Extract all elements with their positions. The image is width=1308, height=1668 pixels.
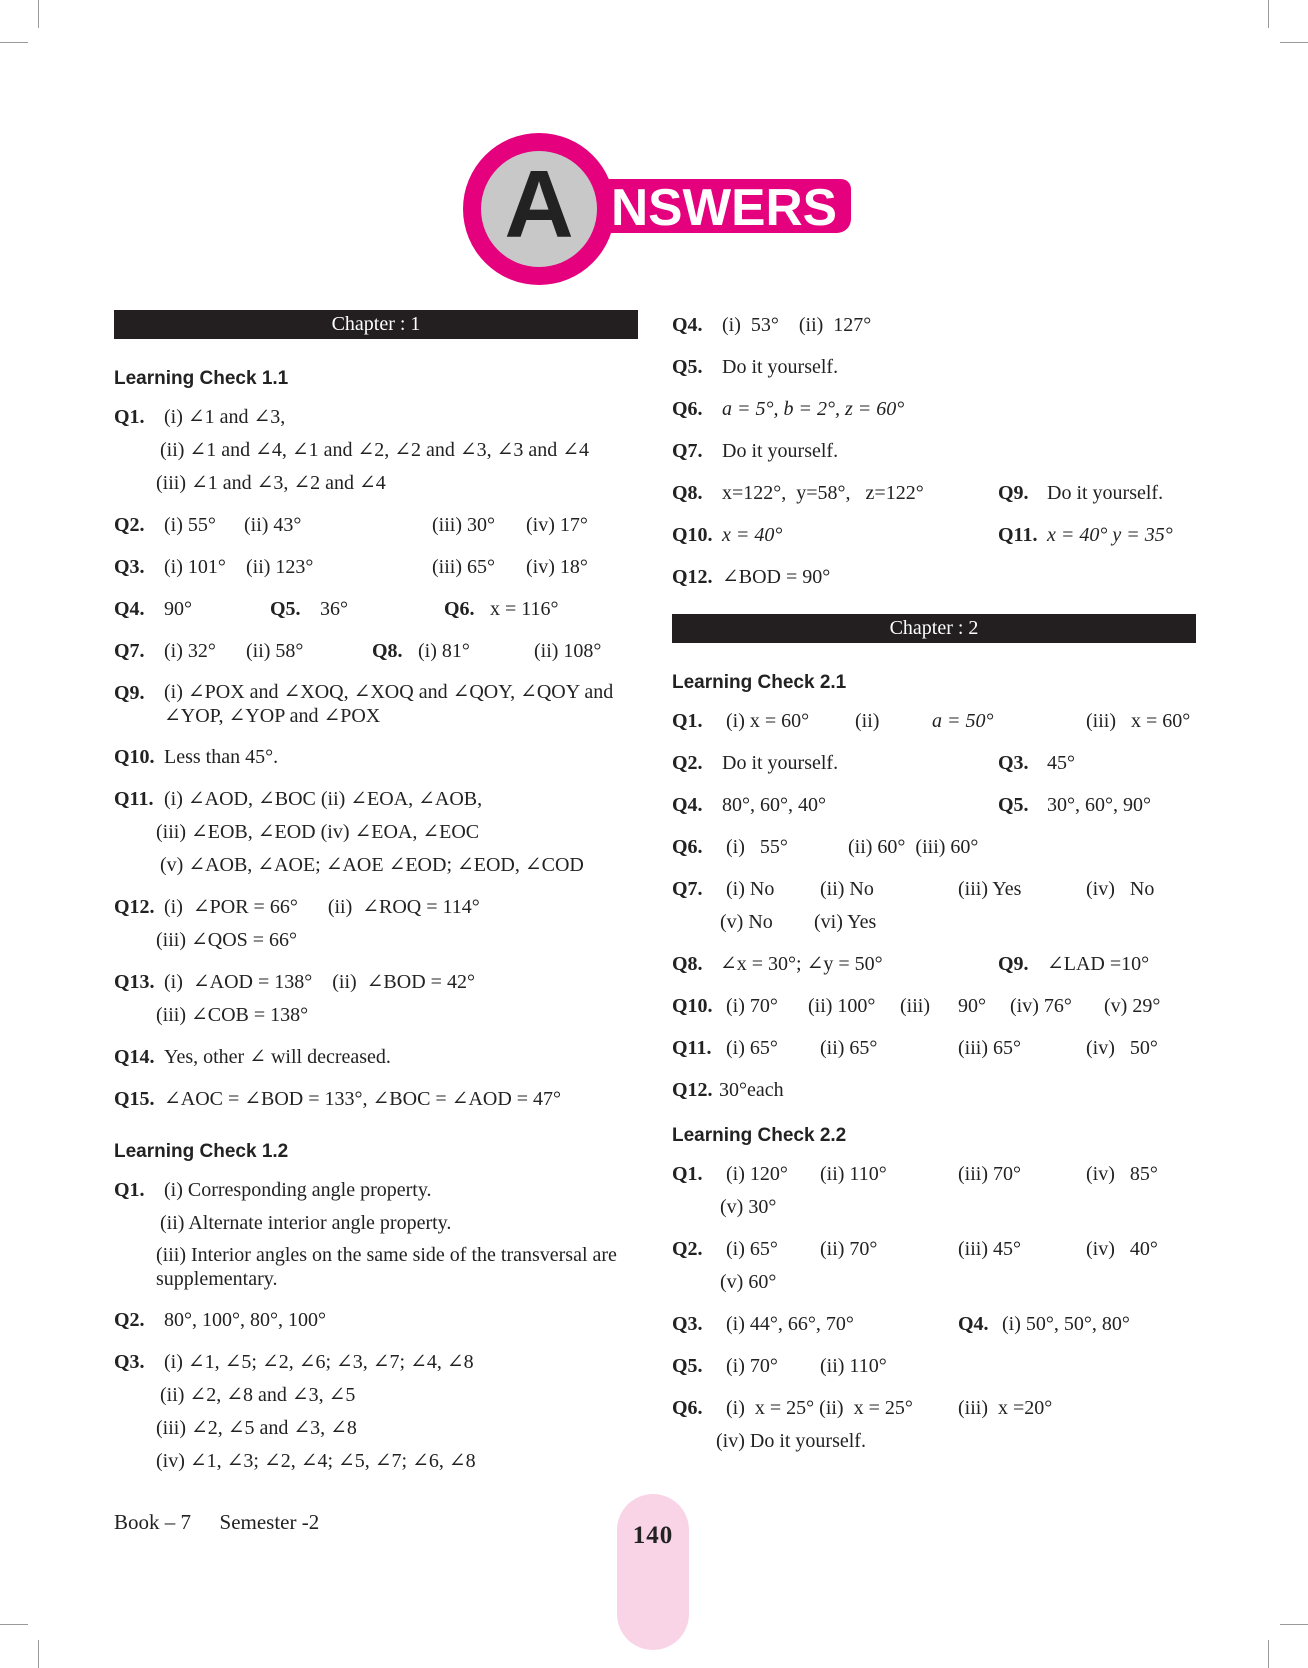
question-number: Q1. bbox=[114, 1179, 145, 1201]
question-number: Q1. bbox=[672, 710, 703, 732]
answer-text: ∠AOC = ∠BOD = 133°, ∠BOC = ∠AOD = 47° bbox=[164, 1088, 562, 1110]
answer-item bbox=[114, 1349, 638, 1474]
answer-part: (i) 70° bbox=[726, 1355, 778, 1377]
right-column bbox=[672, 312, 1196, 1470]
answer-line: (i) ∠1 and ∠3, bbox=[164, 406, 286, 428]
answer-item bbox=[672, 354, 1196, 380]
answer-line: (ii) ∠1 and ∠4, ∠1 and ∠2, ∠2 and ∠3, ∠3 and ∠4 bbox=[160, 439, 590, 461]
answer-item bbox=[672, 1395, 1196, 1454]
question-number: Q10. bbox=[672, 524, 713, 546]
question-number: Q3. bbox=[672, 1313, 703, 1335]
answer-part: (iv) 17° bbox=[526, 514, 588, 536]
answer-text: a = 5°, b = 2°, z = 60° bbox=[722, 398, 905, 420]
answer-part: (i) 101° bbox=[164, 556, 226, 578]
crop-mark bbox=[1268, 1640, 1269, 1668]
answer-part: (i) 81° bbox=[418, 640, 470, 662]
answer-part: (i) 55° bbox=[726, 836, 788, 858]
answer-item bbox=[672, 312, 1196, 338]
answer-part: 80°, 60°, 40° bbox=[722, 794, 826, 816]
answer-part: 45° bbox=[1047, 752, 1075, 774]
answer-part: (iii) x = 60° bbox=[1086, 710, 1191, 732]
question-number: Q2. bbox=[114, 1309, 145, 1331]
question-number: Q1. bbox=[672, 1163, 703, 1185]
learning-check-2-1-heading: Learning Check 2.1 bbox=[672, 672, 847, 693]
answer-part: 90° bbox=[958, 995, 986, 1017]
question-number: Q6. bbox=[444, 598, 475, 620]
answer-item bbox=[672, 1311, 1196, 1337]
answer-part: (iii) 30° bbox=[432, 514, 495, 536]
answer-item bbox=[114, 1307, 638, 1333]
answer-item bbox=[672, 1236, 1196, 1295]
answer-part: (v) No bbox=[720, 911, 773, 933]
answer-item bbox=[114, 596, 638, 622]
crop-mark bbox=[1268, 0, 1269, 28]
answer-part: (ii) 108° bbox=[534, 640, 602, 662]
answer-item bbox=[672, 1161, 1196, 1220]
book-label: Book – 7 bbox=[114, 1510, 192, 1534]
answer-item bbox=[672, 708, 1196, 734]
question-number: Q6. bbox=[672, 836, 703, 858]
answer-line: (i) ∠POR = 66° (ii) ∠ROQ = 114° bbox=[164, 896, 480, 918]
question-number: Q7. bbox=[672, 440, 703, 462]
learning-check-1-1-heading: Learning Check 1.1 bbox=[114, 368, 289, 389]
answer-item bbox=[672, 993, 1196, 1019]
answer-line: (v) ∠AOB, ∠AOE; ∠AOE ∠EOD; ∠EOD, ∠COD bbox=[160, 854, 584, 876]
answer-part: (iv) 85° bbox=[1086, 1163, 1158, 1185]
answer-part: (iv) 40° bbox=[1086, 1238, 1158, 1260]
question-number: Q6. bbox=[672, 1397, 703, 1419]
answer-part: x = 40° y = 35° bbox=[1047, 524, 1173, 546]
left-column bbox=[114, 310, 638, 1490]
question-number: Q9. bbox=[114, 682, 145, 704]
answer-item bbox=[114, 554, 638, 580]
answer-item bbox=[114, 894, 638, 953]
question-number: Q7. bbox=[672, 878, 703, 900]
question-number: Q12. bbox=[672, 566, 713, 588]
answer-part: (i) No bbox=[726, 878, 775, 900]
answer-part: (ii) 58° bbox=[246, 640, 304, 662]
question-number: Q8. bbox=[672, 953, 703, 975]
question-number: Q11. bbox=[114, 788, 154, 810]
answer-part: Do it yourself. bbox=[722, 752, 839, 774]
answer-item bbox=[672, 564, 1196, 590]
answer-line: (i) ∠1, ∠5; ∠2, ∠6; ∠3, ∠7; ∠4, ∠8 bbox=[164, 1351, 474, 1373]
answer-part: (vi) Yes bbox=[814, 911, 877, 933]
answer-part: (ii) 60° (iii) 60° bbox=[848, 836, 979, 858]
answer-part: 36° bbox=[320, 598, 348, 620]
crop-mark bbox=[38, 1640, 39, 1668]
answer-item bbox=[114, 744, 638, 770]
semester-label: Semester -2 bbox=[219, 1510, 320, 1534]
answer-part: (ii) No bbox=[820, 878, 874, 900]
question-number: Q14. bbox=[114, 1046, 155, 1068]
answer-line: (iii) ∠COB = 138° bbox=[156, 1004, 309, 1026]
answer-line: (i) ∠AOD = 138° (ii) ∠BOD = 42° bbox=[164, 971, 475, 993]
question-number: Q15. bbox=[114, 1088, 155, 1110]
page-number: 140 bbox=[632, 1522, 674, 1549]
answer-line: (ii) ∠2, ∠8 and ∠3, ∠5 bbox=[160, 1384, 356, 1406]
question-number: Q2. bbox=[672, 1238, 703, 1260]
answer-part: (iii) Yes bbox=[958, 878, 1022, 900]
answer-part: (i) 120° bbox=[726, 1163, 788, 1185]
answer-item bbox=[672, 750, 1196, 776]
answer-part: (i) x = 60° bbox=[726, 710, 810, 732]
answer-part: (i) 44°, 66°, 70° bbox=[726, 1313, 854, 1335]
question-number: Q2. bbox=[114, 514, 145, 536]
answer-item bbox=[672, 792, 1196, 818]
answer-part: (iv) 50° bbox=[1086, 1037, 1158, 1059]
answer-part: (ii) 43° bbox=[244, 514, 302, 536]
answer-line: (ii) Alternate interior angle property. bbox=[160, 1212, 452, 1234]
answer-part: (v) 60° bbox=[720, 1271, 777, 1293]
answer-part: ∠LAD =10° bbox=[1047, 953, 1150, 975]
answer-part: (i) 65° bbox=[726, 1238, 778, 1260]
banner-text: NSWERS bbox=[611, 179, 837, 237]
answer-text: (i) 53° (ii) 127° bbox=[722, 314, 872, 336]
answer-part: (iii) x =20° bbox=[958, 1397, 1053, 1419]
answer-part: (iii) bbox=[900, 995, 930, 1017]
answer-text: Do it yourself. bbox=[722, 356, 839, 378]
question-number: Q4. bbox=[672, 794, 703, 816]
answer-line: (iii) ∠EOB, ∠EOD (iv) ∠EOA, ∠EOC bbox=[156, 821, 480, 843]
crop-mark bbox=[0, 42, 28, 43]
question-number: Q8. bbox=[372, 640, 403, 662]
answer-item bbox=[114, 1086, 638, 1112]
answer-part: (iii) 45° bbox=[958, 1238, 1021, 1260]
crop-mark bbox=[0, 1624, 28, 1625]
question-number: Q3. bbox=[998, 752, 1029, 774]
answer-text: Yes, other ∠ will decreased. bbox=[164, 1046, 391, 1068]
answer-part: (ii) 65° bbox=[820, 1037, 878, 1059]
answer-part: (i) 70° bbox=[726, 995, 778, 1017]
answer-text: (i) ∠POX and ∠XOQ, ∠XOQ and ∠QOY, ∠QOY and ∠YOP, ∠YOP and ∠POX bbox=[164, 681, 614, 727]
answer-part: (iv) 76° bbox=[1010, 995, 1072, 1017]
answer-part: (i) 32° bbox=[164, 640, 216, 662]
answer-item bbox=[672, 396, 1196, 422]
question-number: Q3. bbox=[114, 556, 145, 578]
question-number: Q9. bbox=[998, 953, 1029, 975]
question-number: Q10. bbox=[672, 995, 713, 1017]
answer-line: (i) Corresponding angle property. bbox=[164, 1179, 432, 1201]
learning-check-2-2-heading: Learning Check 2.2 bbox=[672, 1125, 847, 1146]
question-number: Q7. bbox=[114, 640, 145, 662]
answer-item bbox=[672, 1353, 1196, 1379]
crop-mark bbox=[1280, 1624, 1308, 1625]
answer-part: (iii) 70° bbox=[958, 1163, 1021, 1185]
answer-part: (v) 29° bbox=[1104, 995, 1161, 1017]
question-number: Q11. bbox=[672, 1037, 712, 1059]
answer-part: x = 40° bbox=[722, 524, 783, 546]
question-number: Q6. bbox=[672, 398, 703, 420]
question-number: Q5. bbox=[672, 1355, 703, 1377]
answer-item bbox=[672, 834, 1196, 860]
question-number: Q4. bbox=[958, 1313, 989, 1335]
answer-item bbox=[672, 1035, 1196, 1061]
answer-part: (ii) bbox=[855, 710, 880, 732]
answer-part: (i) 55° bbox=[164, 514, 216, 536]
answer-item bbox=[114, 1177, 638, 1291]
answer-part: Do it yourself. bbox=[1047, 482, 1164, 504]
answer-part: (ii) 123° bbox=[246, 556, 314, 578]
crop-mark bbox=[1280, 42, 1308, 43]
answer-line: (iii) ∠QOS = 66° bbox=[156, 929, 298, 951]
answer-part: 30°, 60°, 90° bbox=[1047, 794, 1151, 816]
answer-part: (iii) 65° bbox=[432, 556, 495, 578]
answer-part: (i) 65° bbox=[726, 1037, 778, 1059]
question-number: Q5. bbox=[998, 794, 1029, 816]
answer-part: (v) 30° bbox=[720, 1196, 777, 1218]
answer-item bbox=[114, 1044, 638, 1070]
answer-item bbox=[672, 951, 1196, 977]
answer-part: (i) x = 25° (ii) x = 25° bbox=[726, 1397, 913, 1419]
answer-item bbox=[114, 638, 638, 664]
answer-text: 80°, 100°, 80°, 100° bbox=[164, 1309, 326, 1331]
question-number: Q2. bbox=[672, 752, 703, 774]
question-number: Q12. bbox=[114, 896, 155, 918]
question-number: Q10. bbox=[114, 746, 155, 768]
answer-text: ∠BOD = 90° bbox=[722, 566, 831, 588]
answer-item bbox=[114, 786, 638, 878]
answer-part: a = 50° bbox=[932, 710, 994, 732]
question-number: Q1. bbox=[114, 406, 145, 428]
answer-item bbox=[672, 522, 1196, 548]
answer-part: (ii) 70° bbox=[820, 1238, 878, 1260]
question-number: Q9. bbox=[998, 482, 1029, 504]
chapter-1-header: Chapter : 1 bbox=[114, 310, 638, 339]
crop-mark bbox=[38, 0, 39, 28]
answers-banner bbox=[463, 133, 863, 285]
question-number: Q12. bbox=[672, 1079, 713, 1101]
answer-item bbox=[672, 1077, 1196, 1103]
question-number: Q4. bbox=[672, 314, 703, 336]
answer-line: (iii) Interior angles on the same side of the transversal are supplementary. bbox=[156, 1244, 617, 1290]
answer-part: (ii) 110° bbox=[820, 1355, 887, 1377]
answer-item bbox=[672, 480, 1196, 506]
banner-letter: A bbox=[504, 151, 574, 258]
answer-part: (iv) Do it yourself. bbox=[716, 1430, 866, 1452]
answer-item bbox=[114, 404, 638, 496]
answer-line: (iii) ∠1 and ∠3, ∠2 and ∠4 bbox=[156, 472, 386, 494]
question-number: Q4. bbox=[114, 598, 145, 620]
learning-check-1-2-heading: Learning Check 1.2 bbox=[114, 1141, 289, 1162]
chapter-2-header: Chapter : 2 bbox=[672, 614, 1196, 643]
question-number: Q5. bbox=[672, 356, 703, 378]
answer-part: (iv) No bbox=[1086, 878, 1155, 900]
answer-item bbox=[672, 876, 1196, 935]
question-number: Q13. bbox=[114, 971, 155, 993]
answer-part: (ii) 110° bbox=[820, 1163, 887, 1185]
answer-text: 30°each bbox=[719, 1079, 784, 1101]
answer-item bbox=[672, 438, 1196, 464]
answer-part: x = 116° bbox=[490, 598, 559, 620]
answer-text: Do it yourself. bbox=[722, 440, 839, 462]
answer-line: (iv) ∠1, ∠3; ∠2, ∠4; ∠5, ∠7; ∠6, ∠8 bbox=[156, 1450, 476, 1472]
question-number: Q5. bbox=[270, 598, 301, 620]
answer-part: 90° bbox=[164, 598, 192, 620]
answer-item bbox=[114, 512, 638, 538]
answer-part: (i) 50°, 50°, 80° bbox=[1002, 1313, 1130, 1335]
answer-part: (iii) 65° bbox=[958, 1037, 1021, 1059]
answer-item bbox=[114, 969, 638, 1028]
page-number-tab bbox=[617, 1494, 689, 1650]
footer bbox=[114, 1510, 319, 1535]
answer-part: (ii) 100° bbox=[808, 995, 876, 1017]
answer-item bbox=[114, 680, 638, 728]
answer-part: x=122°, y=58°, z=122° bbox=[722, 482, 924, 504]
answer-part: (iv) 18° bbox=[526, 556, 588, 578]
answer-text: Less than 45°. bbox=[164, 746, 279, 768]
question-number: Q3. bbox=[114, 1351, 145, 1373]
question-number: Q11. bbox=[998, 524, 1038, 546]
answer-line: (iii) ∠2, ∠5 and ∠3, ∠8 bbox=[156, 1417, 357, 1439]
answer-part: ∠x = 30°; ∠y = 50° bbox=[720, 953, 883, 975]
answer-line: (i) ∠AOD, ∠BOC (ii) ∠EOA, ∠AOB, bbox=[164, 788, 483, 810]
question-number: Q8. bbox=[672, 482, 703, 504]
